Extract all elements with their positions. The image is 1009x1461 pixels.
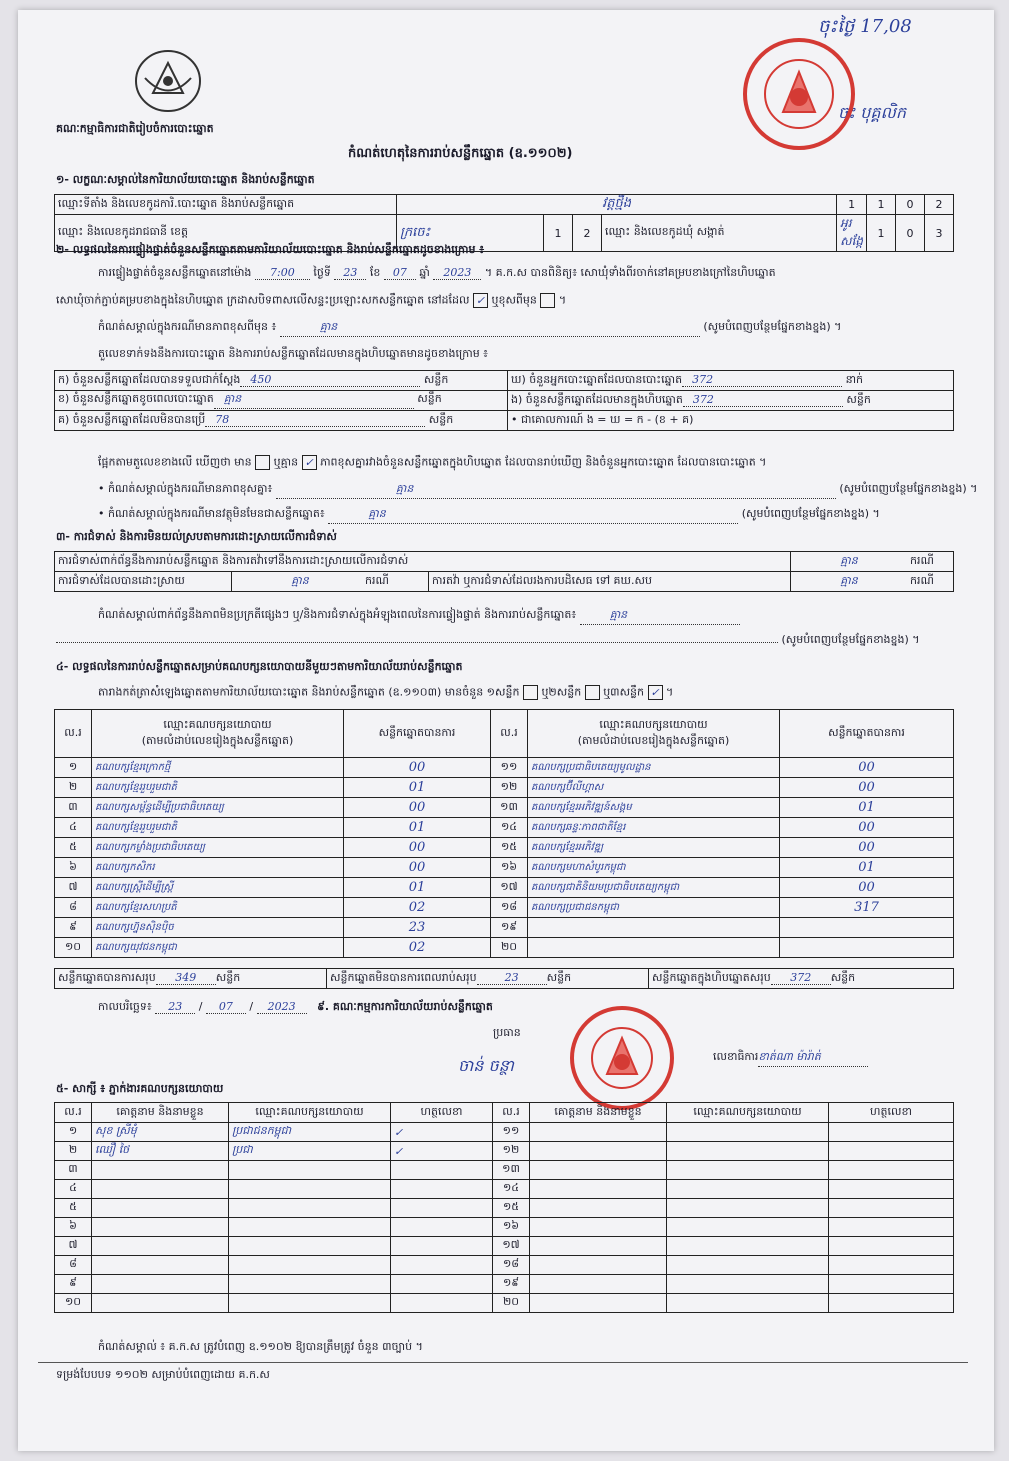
row-number: ៨ [55, 898, 92, 918]
row-number: ១៣ [493, 1161, 530, 1180]
commune-digit: 3 [925, 215, 954, 252]
top-note: ចុះថ្ងៃ 17,08 [818, 16, 912, 37]
witness-party: ប្រជាជនកម្ពុជា [229, 1123, 391, 1142]
witness-party [667, 1199, 829, 1218]
witness-signature: ✓ [391, 1142, 493, 1161]
witness-party [229, 1180, 391, 1199]
party-name: គណបក្សស្ត្រីដើម្បីស្ត្រី [92, 878, 344, 898]
witness-name [92, 1199, 229, 1218]
row-number: ១៨ [491, 898, 528, 918]
witness-name [530, 1275, 667, 1294]
unchanged-checkbox[interactable]: ✓ [473, 293, 488, 308]
section1-heading: ១- លក្ខណៈសម្គាល់នៃការិយាល័យបោះឆ្នោត និងរាប់សន្លឹកឆ្នោត [56, 173, 315, 186]
section3-heading: ៣- ការជំទាស់ និងការមិនយល់ស្របតាមការដោះស្រាយលើការជំទាស់ [56, 530, 337, 543]
row-number: ១៦ [493, 1218, 530, 1237]
table-row [55, 1275, 954, 1294]
witness-name: សុខ ស្រីមុំ [92, 1123, 229, 1142]
document-page [18, 10, 994, 1451]
row-number: ១៧ [493, 1237, 530, 1256]
table-row [55, 938, 954, 958]
party-name: គណបក្សសម្ព័ន្ធដើម្បីប្រជាធិបតេយ្យ [92, 798, 344, 818]
table-row [55, 758, 954, 778]
witness-name [92, 1218, 229, 1237]
row-number: ៩ [55, 918, 92, 938]
row-number: ១៧ [491, 878, 528, 898]
commune-value: អូរសង្កែ [837, 215, 867, 252]
witness-signature [829, 1294, 954, 1313]
witness-signature [829, 1142, 954, 1161]
section4-heading: ៤- លទ្ធផលនៃការរាប់សន្លឹកឆ្នោតសម្រាប់គណបក្សនយោបាយនីមួយៗតាមការិយាល័យរាប់សន្លឹកឆ្នោត [56, 660, 463, 673]
witness-name [92, 1237, 229, 1256]
row-number: ១៩ [493, 1275, 530, 1294]
footnote: កំណត់សម្គាល់ ៖ គ.ក.ស ត្រូវបំពេញ ឧ.១១០២ ឱ្យបានត្រឹមត្រូវ ចំនួន ៣ច្បាប់ ។ [98, 1340, 423, 1353]
row-number: ១០ [55, 938, 92, 958]
tally-sheet-line: តារាងកត់ត្រាសំឡេងឆ្នោតតាមការិយាល័យបោះឆ្នោត និងរាប់សន្លឹកឆ្នោត (ឧ.១១០៣) មានចំនួន ១សន្លឹក ឬ២សន្លឹក ឬ៣សន្លឹក ✓ ។ [98, 685, 674, 699]
table-row [55, 818, 954, 838]
two-sheet-checkbox[interactable] [585, 685, 600, 700]
witness-party [229, 1218, 391, 1237]
vote-count: 01 [780, 798, 954, 818]
table-row [55, 1161, 954, 1180]
table-row [55, 1123, 954, 1142]
row-number: ១៩ [491, 918, 528, 938]
witness-signature [829, 1275, 954, 1294]
row-number: ១១ [491, 758, 528, 778]
witness-party [667, 1123, 829, 1142]
witness-party [229, 1237, 391, 1256]
commune-label: ឈ្មោះ និងលេខកូដឃុំ សង្កាត់ [602, 215, 837, 252]
witness-signature [829, 1218, 954, 1237]
vote-count [780, 918, 954, 938]
irregularity-note-cont: (សូមបំពេញបន្ថែមផ្នែកខាងខ្នង) ។ [56, 633, 976, 649]
table-row [55, 1142, 954, 1161]
vote-count: 00 [344, 798, 491, 818]
party-name: គណបក្សឆន្ទៈភាពជាតិខ្មែរ [528, 818, 780, 838]
vote-count: 00 [344, 858, 491, 878]
witness-party [667, 1218, 829, 1237]
witness-party [667, 1237, 829, 1256]
row-number: ១៣ [491, 798, 528, 818]
party-name: គណបក្សប៊ីលីហ្គាស [528, 778, 780, 798]
province-label: ឈ្មោះ និងលេខកូដរាជធានី ខេត្ត [55, 215, 397, 252]
party-name: គណបក្សប្រជាធិបតេយ្យមូលដ្ឋាន [528, 758, 780, 778]
vote-count: 00 [780, 778, 954, 798]
row-number: ៤ [55, 1180, 92, 1199]
witness-signature [391, 1161, 493, 1180]
table-row [55, 1256, 954, 1275]
vote-count: 317 [780, 898, 954, 918]
province-digit: 2 [573, 215, 602, 252]
row-number: ១២ [491, 778, 528, 798]
witness-party [667, 1294, 829, 1313]
top-signature: ចុះ បុគ្គលិក [838, 103, 906, 122]
witness-name [530, 1199, 667, 1218]
changed-checkbox[interactable] [540, 293, 555, 308]
witness-signature [391, 1180, 493, 1199]
row-number: ៦ [55, 858, 92, 878]
section2-heading: ២- លទ្ធផលនៃការផ្ទៀងផ្ទាត់ចំនួនសន្លឹកឆ្នោតតាមការិយាល័យបោះឆ្នោត និងរាប់សន្លឹកឆ្នោតដូចខាងក្រោម ៖ [56, 243, 485, 256]
table-row [55, 1294, 954, 1313]
nec-emblem-icon [133, 48, 203, 114]
row-number: ៦ [55, 1218, 92, 1237]
section5-heading: ៥- សាក្សី ៖ ភ្នាក់ងារគណបក្សនយោបាយ [56, 1082, 224, 1095]
row-number: ៥ [55, 1199, 92, 1218]
party-name: គណបក្សហ្វ៊ុនស៊ិនប៉ិច [92, 918, 344, 938]
party-name: គណបក្សជាតិនិយមប្រជាធិបតេយ្យកម្ពុជា [528, 878, 780, 898]
party-name: គណបក្សកសិករ [92, 858, 344, 878]
station-digit: 1 [867, 195, 896, 215]
table-row [55, 1199, 954, 1218]
witness-party [667, 1142, 829, 1161]
official-seal-top [743, 38, 855, 150]
vote-count: 02 [344, 898, 491, 918]
row-number: ៤ [55, 818, 92, 838]
witness-signature [391, 1237, 493, 1256]
form-footer: ទម្រង់បែបបទ ១១០២ សម្រាប់បំពេញដោយ គ.ក.ស [56, 1368, 270, 1381]
witness-name [92, 1275, 229, 1294]
witness-party [229, 1161, 391, 1180]
witness-party [229, 1294, 391, 1313]
party-name: គណបក្សមហាសំបូរកម្ពុជា [528, 858, 780, 878]
vote-count: 01 [780, 858, 954, 878]
vote-count: 00 [344, 838, 491, 858]
province-digit: 1 [544, 215, 573, 252]
station-value: វត្តថ្មីង [397, 195, 837, 215]
figures-intro: តួលេខទាក់ទងនឹងការបោះឆ្នោត និងការរាប់សន្លឹកឆ្នោតដែលមានក្នុងហិបឆ្នោតមានដូចខាងក្រោម ៖ [98, 347, 489, 360]
witness-name: ឈឿ ថៃ [92, 1142, 229, 1161]
table-row [55, 1180, 954, 1199]
verification-line: ការផ្ទៀងផ្ទាត់ចំនួនសន្លឹកឆ្នោតនៅម៉ោង 7:00 ថ្ងៃទី 23 ខែ 07 ឆ្នាំ 2023 ។ គ.ក.ស បានពិនិត្យ៖ សោឃុំទាំងពីរចាក់នៅគម្របខាងក្រៅនៃហិបឆ្នោត [98, 266, 776, 279]
station-label: ឈ្មោះទីតាំង និងលេខកូដការិ.បោះឆ្នោត និងរាប់សន្លឹកឆ្នោត [55, 195, 397, 215]
witness-signature [391, 1256, 493, 1275]
formula: • ជាគោលការណ៍ ង = ឃ = ក - (ខ + គ) [508, 411, 954, 431]
has-difference-checkbox[interactable] [255, 455, 270, 470]
row-number: ២ [55, 1142, 92, 1161]
date-line: កាលបរិច្ឆេទ៖ 23 / 07 / 2023 ៩. គណៈកម្មការការិយាល័យរាប់សន្លឹកឆ្នោត [98, 1000, 493, 1013]
change-note-line: កំណត់សម្គាល់ក្នុងករណីមានភាពខុសពីមុន ៖ គ្មាន (សូមបំពេញបន្ថែមផ្នែកខាងខ្នង) ។ [98, 320, 978, 337]
vote-count: 02 [344, 938, 491, 958]
party-name [528, 918, 780, 938]
witness-name [92, 1161, 229, 1180]
row-number: ១៨ [493, 1256, 530, 1275]
party-name: គណបក្សប្រជាជនកម្ពុជា [528, 898, 780, 918]
vote-count: 23 [344, 918, 491, 938]
section3-table: ការជំទាស់ពាក់ព័ន្ធនឹងការរាប់សន្លឹកឆ្នោត និងការតវ៉ាទៅនឹងការដោះស្រាយលើការជំទាស់ គ្មាន ករណី ការជំទាស់ដែលបានដោះស្រាយ គ្មាន ករណី ការតវ៉ា ឬការជំទាស់ដែលរងការបដិសេធ ទៅ គឃ.សប គ្មាន ករណី [54, 551, 954, 592]
witness-name [530, 1123, 667, 1142]
results-table: ល.រ ឈ្មោះគណបក្សនយោបាយ (តាមលំដាប់លេខរៀងក្នុងសន្លឹកឆ្នោត) សន្លឹកឆ្នោតបានការ ល.រ ឈ្មោះគណបក្សនយោបាយ (តាមលំដាប់លេខរៀងក្នុងសន្លឹកឆ្នោត) សន្លឹកឆ្នោតបានការ ១ គណបក្សខ្មែរក្រោកថ្មី 00 ១១ គណបក្សប្រជាធិបតេយ្យមូលដ្ឋាន 00 ២ គណបក្សខ្មែររួបរួមជាតិ 01 ១២ គណបក្សប៊ីលីហ្គាស 00 ៣ គណបក្សសម្ព័ន្ធដើម្បីប្រជាធិបតេយ្យ 00 ១៣ គណបក្សខ្មែរអភិវឌ្ឍន៍សង្គម 01 ៤ គណបក្សខ្មែររួបរួមជាតិ 01 ១៤ គណបក្សឆន្ទៈភាពជាតិខ្មែរ 00 ៥ គណបក្សកម្លាំងប្រជាធិបតេយ្យ 00 ១៥ គណបក្សខ្មែរអភិវឌ្ឍ 00 ៦ គណបក្សកសិករ 00 ១៦ គណបក្សមហាសំបូរកម្ពុជា 01 ៧ គណបក្សស្ត្រីដើម្បីស្ត្រី 01 ១៧ គណបក្សជាតិនិយមប្រជាធិបតេយ្យកម្ពុជា 00 ៨ គណបក្សខ្មែរសហប្រតិ 02 ១៨ គណបក្សប្រជាជនកម្ពុជា 317 ៩ គណបក្សហ្វ៊ុនស៊ិនប៉ិច 23 ១៩ ១០ គណបក្សយុវជនកម្ពុជា 02 ២០ [54, 709, 954, 958]
witness-name [92, 1294, 229, 1313]
party-name: គណបក្សខ្មែររួបរួមជាតិ [92, 818, 344, 838]
witness-signature [829, 1199, 954, 1218]
witness-party [667, 1275, 829, 1294]
chair-label: ប្រធាន [493, 1026, 521, 1039]
row-number: ១៤ [491, 818, 528, 838]
row-number: ១៤ [493, 1180, 530, 1199]
table-row [55, 1218, 954, 1237]
party-name [528, 938, 780, 958]
witness-party: ប្រជា [229, 1142, 391, 1161]
table-row [55, 1237, 954, 1256]
row-number: ១ [55, 1123, 92, 1142]
three-sheet-checkbox[interactable]: ✓ [648, 685, 663, 700]
row-number: ៣ [55, 798, 92, 818]
commune-digit: 0 [896, 215, 925, 252]
witness-name [530, 1256, 667, 1275]
witness-table: ល.រ គោត្តនាម និងនាមខ្លួន ឈ្មោះគណបក្សនយោបាយ ហត្ថលេខា ល.រ គោត្តនាម និងនាមខ្លួន ឈ្មោះគណបក្សនយោបាយ ហត្ថលេខា ១ សុខ ស្រីមុំ ប្រជាជនកម្ពុជា ✓ ១១ ២ ឈឿ ថៃ ប្រជា ✓ ១២ ៣ ១៣ ៤ ១៤ ៥ ១៥ ៦ ១៦ ៧ ១៧ ៨ ១៨ ៩ ១៩ ១០ ២០ [54, 1102, 954, 1313]
witness-party [667, 1256, 829, 1275]
vote-count [780, 938, 954, 958]
witness-signature [829, 1180, 954, 1199]
row-number: ១៥ [493, 1199, 530, 1218]
row-number: ៧ [55, 1237, 92, 1256]
witness-name [530, 1237, 667, 1256]
vote-count: 00 [780, 758, 954, 778]
official-seal-bottom [570, 1006, 674, 1110]
witness-signature [391, 1218, 493, 1237]
witness-signature [391, 1275, 493, 1294]
witness-signature [829, 1161, 954, 1180]
table-row [55, 918, 954, 938]
row-number: ៨ [55, 1256, 92, 1275]
table-row [55, 798, 954, 818]
witness-name [530, 1161, 667, 1180]
vote-count: 00 [780, 878, 954, 898]
witness-name [92, 1256, 229, 1275]
witness-name [530, 1218, 667, 1237]
station-digit: 2 [925, 195, 954, 215]
witness-name [92, 1180, 229, 1199]
chair-signature: ចាន់ ចន្ថា [458, 1056, 514, 1075]
table-row [55, 778, 954, 798]
party-name: គណបក្សយុវជនកម្ពុជា [92, 938, 344, 958]
party-name: គណបក្សកម្លាំងប្រជាធិបតេយ្យ [92, 838, 344, 858]
witness-name [530, 1142, 667, 1161]
witness-party [229, 1275, 391, 1294]
vote-count: 00 [780, 838, 954, 858]
witness-party [229, 1199, 391, 1218]
vote-count: 01 [344, 818, 491, 838]
witness-name [530, 1294, 667, 1313]
row-number: ១២ [493, 1142, 530, 1161]
vote-count: 00 [344, 758, 491, 778]
table-row [55, 898, 954, 918]
station-digit: 1 [837, 195, 867, 215]
row-number: ១៦ [491, 858, 528, 878]
witness-party [667, 1180, 829, 1199]
row-number: ១ [55, 758, 92, 778]
row-number: ១០ [55, 1294, 92, 1313]
one-sheet-checkbox[interactable] [523, 685, 538, 700]
witness-signature [829, 1123, 954, 1142]
witness-signature [391, 1199, 493, 1218]
compare-line: ផ្អែកតាមតួលេខខាងលើ ឃើញថា មាន ឬគ្មាន ✓ ភាពខុសគ្នារវាងចំនួនសន្លឹកឆ្នោតក្នុងហិបឆ្នោត ដែលបានរាប់ឃើញ និងចំនួនអ្នកបោះឆ្នោត ដែលបានបោះឆ្នោត ។ [98, 455, 767, 469]
seal-check-line: សោឃុំចាក់ភ្ជាប់គម្របខាងក្នុងនៃហិបឆ្នោត ក្រដាសបិទពាសលើសន្ទះប្រឡោះសកសន្លឹកឆ្នោត នៅដដែល ✓ ឬខុសពីមុន ។ [56, 293, 567, 307]
table-row [55, 858, 954, 878]
difference-note: • កំណត់សម្គាល់ក្នុងករណីមានភាពខុសគ្នា៖ គ្មាន (សូមបំពេញបន្ថែមផ្នែកខាងខ្នង) ។ [98, 482, 978, 499]
row-number: ៥ [55, 838, 92, 858]
org-label: គណៈកម្មាធិការជាតិរៀបចំការបោះឆ្នោត [56, 122, 214, 135]
row-number: ១៥ [491, 838, 528, 858]
witness-signature [391, 1294, 493, 1313]
row-number: ៣ [55, 1161, 92, 1180]
row-number: ៩ [55, 1275, 92, 1294]
vote-count: 00 [780, 818, 954, 838]
row-number: ៧ [55, 878, 92, 898]
party-name: គណបក្សខ្មែរក្រោកថ្មី [92, 758, 344, 778]
witness-signature [829, 1237, 954, 1256]
commune-digit: 1 [867, 215, 896, 252]
vote-count: 01 [344, 878, 491, 898]
table-row [55, 838, 954, 858]
figures-table: ក) ចំនួនសន្លឹកឆ្នោតដែលបានទទួលជាក់ស្តែង 450 សន្លឹក ឃ) ចំនួនអ្នកបោះឆ្នោតដែលបានបោះឆ្នោត 372 នាក់ ខ) ចំនួនសន្លឹកឆ្នោតខូចពេលបោះឆ្នោត គ្មាន សន្លឹក ង) ចំនួនសន្លឹកឆ្នោតដែលមានក្នុងហិបឆ្នោត 372 សន្លឹក គ) ចំនួនសន្លឹកឆ្នោតដែលមិនបានប្រើ 78 សន្លឹក • ជាគោលការណ៍ ង = ឃ = ក - (ខ + គ) [54, 370, 954, 431]
party-name: គណបក្សខ្មែរអភិវឌ្ឍ [528, 838, 780, 858]
station-digit: 0 [896, 195, 925, 215]
document-title: កំណត់ហេតុនៃការរាប់សន្លឹកឆ្នោត (ឧ.១១០២) [348, 146, 573, 161]
party-name: គណបក្សខ្មែរអភិវឌ្ឍន៍សង្គម [528, 798, 780, 818]
foreign-object-note: • កំណត់សម្គាល់ក្នុងករណីមានវត្ថុមិនមែនជាសន្លឹកឆ្នោត៖ គ្មាន (សូមបំពេញបន្ថែមផ្នែកខាងខ្នង) ។ [98, 507, 978, 524]
table-row [55, 878, 954, 898]
secretary-line: លេខាធិការខាត់ណា ម៉ារ៉ាត់ [713, 1050, 868, 1067]
row-number: ២០ [493, 1294, 530, 1313]
totals-row: សន្លឹកឆ្នោតបានការសរុប 349 សន្លឹក សន្លឹកឆ្នោតមិនបានការពេលរាប់សរុប 23 សន្លឹក សន្លឹកឆ្នោតក្នុងហិបឆ្នោតសរុប 372 សន្លឹក [54, 968, 954, 989]
irregularity-note: កំណត់សម្គាល់ពាក់ព័ន្ធនឹងភាពមិនប្រក្រតីផ្សេងៗ ឬ/និងការជំទាស់ក្នុងអំឡុងពេលនៃការផ្ទៀងផ្ទាត់ និងការរាប់សន្លឹកឆ្នោត៖ គ្មាន [98, 608, 740, 625]
row-number: ១១ [493, 1123, 530, 1142]
witness-party [229, 1256, 391, 1275]
row-number: ២ [55, 778, 92, 798]
province-value: ក្រចេះ [397, 215, 544, 252]
witness-signature [829, 1256, 954, 1275]
row-number: ២០ [491, 938, 528, 958]
witness-name [530, 1180, 667, 1199]
no-difference-checkbox[interactable]: ✓ [302, 455, 317, 470]
party-name: គណបក្សខ្មែររួបរួមជាតិ [92, 778, 344, 798]
witness-party [667, 1161, 829, 1180]
party-name: គណបក្សខ្មែរសហប្រតិ [92, 898, 344, 918]
witness-signature: ✓ [391, 1123, 493, 1142]
vote-count: 01 [344, 778, 491, 798]
